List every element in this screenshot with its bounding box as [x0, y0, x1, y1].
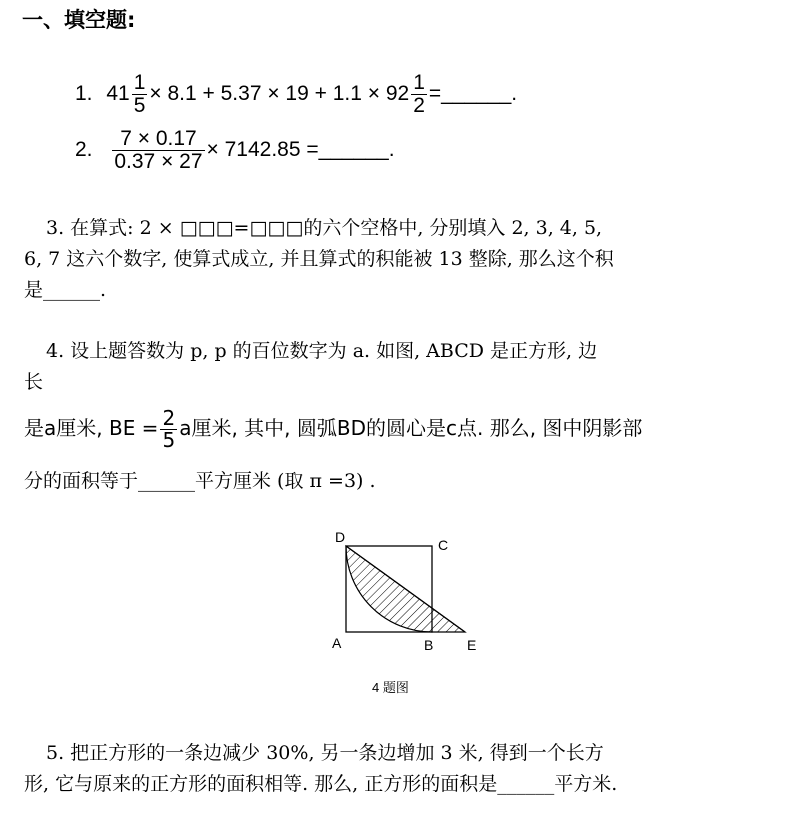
question-4-fraction [160, 408, 177, 451]
fraction-numerator: 1 [413, 71, 425, 94]
question-2 [75, 128, 395, 173]
fraction-numerator: 1 [133, 71, 146, 94]
question-5-line-2: 形, 它与原来的正方形的面积相等. 那么, 正方形的面积是______平方米. [24, 773, 618, 795]
question-5-line-1: 5. 把正方形的一条边减少 30%, 另一条边增加 3 米, 得到一个长方 [46, 742, 604, 764]
question-1-fraction-2 [411, 72, 427, 117]
question-3-line-3: 是______. [24, 279, 107, 301]
question-2-number: 2. [75, 138, 93, 162]
fraction-denominator: 2 [413, 94, 425, 118]
question-4-line-4: 分的面积等于______平方厘米 (取 π =3) . [24, 470, 376, 492]
question-4-line-3 [24, 408, 642, 451]
question-1-number: 1. [75, 82, 93, 106]
question-1-int: 41 [106, 82, 130, 106]
question-1 [75, 72, 517, 117]
question-1-fraction-1 [132, 72, 148, 117]
label-e: E [467, 637, 477, 653]
question-1-answer-blank: =______. [428, 82, 518, 106]
label-c: C [438, 537, 449, 553]
question-2-fraction [112, 128, 204, 173]
question-3-line-2: 6, 7 这六个数字, 使算式成立, 并且算式的积能被 13 整除, 那么这个积 [24, 248, 614, 270]
question-4-line-3-post: a厘米, 其中, 圆弧BD的圆心是c点. 那么, 图中阴影部 [179, 416, 643, 440]
question-4-line-2: 长 [24, 371, 44, 393]
fraction-denominator: 0.37 × 27 [114, 150, 203, 174]
fraction-numerator: 7 × 0.17 [112, 128, 204, 151]
section-heading: 一、填空题: [22, 8, 136, 32]
label-b: B [424, 637, 434, 653]
question-1-expression: × 8.1 + 5.37 × 19 + 1.1 × 92 [149, 82, 410, 106]
question-2-expression: × 7142.85 =______. [206, 138, 395, 162]
question-4-line-3-pre: 是a厘米, BE = [24, 416, 159, 440]
question-3-line-1: 3. 在算式: 2 × □□□=□□□的六个空格中, 分别填入 2, 3, 4, 5, [46, 217, 603, 239]
fraction-denominator: 5 [162, 428, 176, 452]
label-d: D [335, 529, 346, 545]
fraction-denominator: 5 [133, 94, 146, 118]
question-4-line-1: 4. 设上题答数为 p, p 的百位数字为 a. 如图, ABCD 是正方形, 边 [46, 340, 598, 362]
figure-4-diagram [320, 520, 510, 710]
figure-caption: 4 题图 [372, 680, 409, 695]
label-a: A [332, 635, 342, 651]
fraction-numerator: 2 [162, 406, 176, 430]
